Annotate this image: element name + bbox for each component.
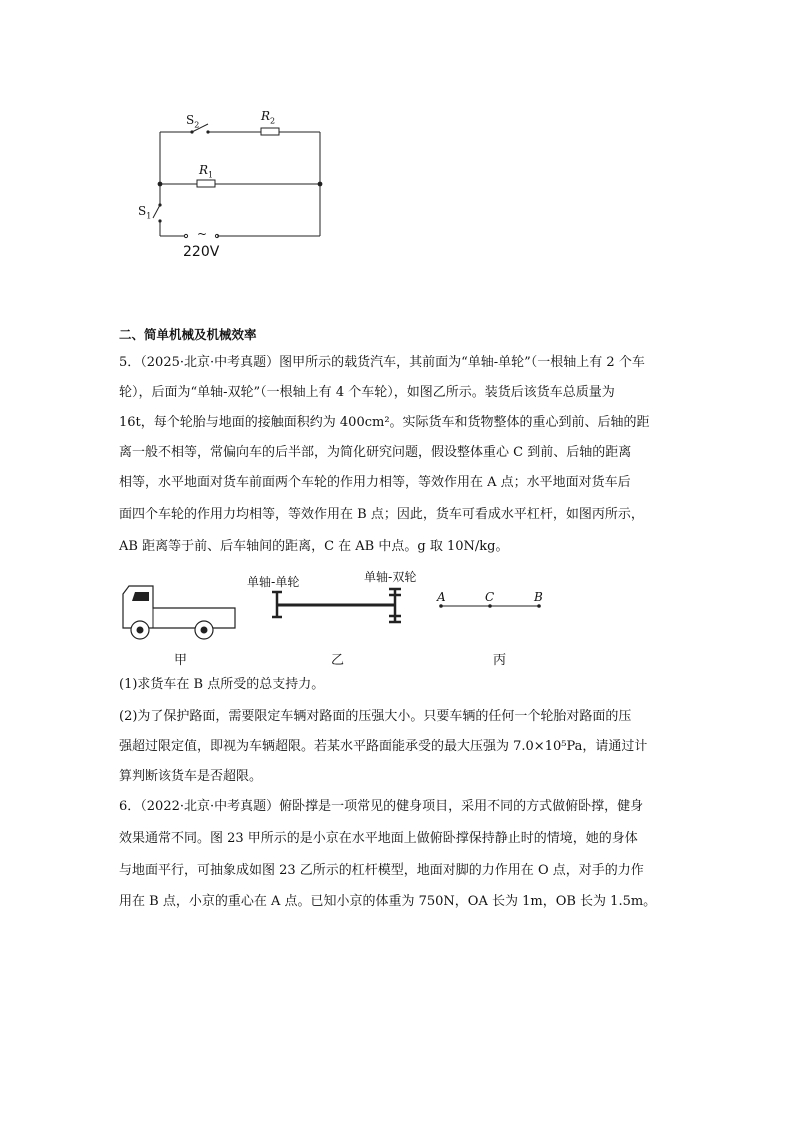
caption-bing: 丙: [493, 653, 507, 668]
q6-line: 用在 B 点，小京的重心在 A 点。已知小京的体重为 750N，OA 长为 1m，OB 长为 1.5m。: [119, 894, 657, 909]
voltage-label: 220V: [183, 244, 220, 260]
caption-yi: 乙: [331, 653, 345, 668]
q5-figures: [115, 565, 575, 675]
section-heading: 二、简单机械及机械效率: [119, 327, 257, 342]
truck-figure: [115, 581, 245, 643]
q6-line: 效果通常不同。图 23 甲所示的是小京在水平地面上做俯卧撑保持静止时的情境，她的身体: [119, 831, 638, 846]
circuit-wires: [130, 105, 350, 265]
ac-symbol: ~: [197, 227, 208, 241]
q6-line: 与地面平行，可抽象成如图 23 乙所示的杠杆模型，地面对脚的力作用在 O 点，对手的力作: [119, 863, 644, 878]
axle-single-label: 单轴-单轮: [247, 575, 300, 589]
q5-sub2-line: (2)为了保护路面，需要限定车辆对路面的压强大小。只要车辆的任何一个轮胎对路面的压: [119, 709, 632, 724]
r1-label: $R_1$: [199, 163, 214, 180]
q6-line: 6．（2022·北京·中考真题）俯卧撑是一项常见的健身项目，采用不同的方式做俯卧撑，健身: [119, 799, 644, 814]
point-c-label: C: [485, 590, 495, 604]
point-a-label: A: [437, 590, 446, 604]
q5-line: AB 距离等于前、后车轴间的距离，C 在 AB 中点。g 取 10N/kg。: [119, 539, 509, 554]
caption-jia: 甲: [174, 653, 188, 668]
q5-line: 面四个车轮的作用力均相等，等效作用在 B 点；因此，货车可看成水平杠杆，如图丙所示，: [119, 507, 644, 522]
q5-sub1: (1)求货车在 B 点所受的总支持力。: [119, 677, 325, 692]
s1-label: $S_1$: [138, 204, 152, 221]
point-b-label: B: [534, 590, 543, 604]
axle-figure: [265, 587, 405, 632]
q5-line: 16t，每个轮胎与地面的接触面积约为 400cm²。实际货车和货物整体的重心到前、后轴的距: [119, 415, 650, 430]
s2-label: $S_2$: [186, 113, 200, 130]
r2-label: $R_2$: [261, 109, 276, 126]
circuit-diagram: [130, 105, 350, 265]
q5-line: 5．（2025·北京·中考真题）图甲所示的载货汽车，其前面为“单轴-单轮”（一根轴上有 2 个车: [119, 355, 645, 370]
q5-line: 轮），后面为“单轴-双轮”（一根轴上有 4 个车轮），如图乙所示。装货后该货车总质量为: [119, 385, 615, 400]
q5-sub2-line: 强超过限定值，即视为车辆超限。若某水平路面能承受的最大压强为 7.0×10⁵Pa，请通过计: [119, 739, 648, 754]
q5-line: 相等，水平地面对货车前面两个车轮的作用力相等，等效作用在 A 点；水平地面对货车后: [119, 475, 631, 490]
q5-sub2-line: 算判断该货车是否超限。: [119, 769, 263, 784]
axle-double-label: 单轴-双轮: [364, 570, 417, 584]
q5-line: 离一般不相等，常偏向车的后半部，为简化研究问题，假设整体重心 C 到前、后轴的距离: [119, 445, 632, 460]
